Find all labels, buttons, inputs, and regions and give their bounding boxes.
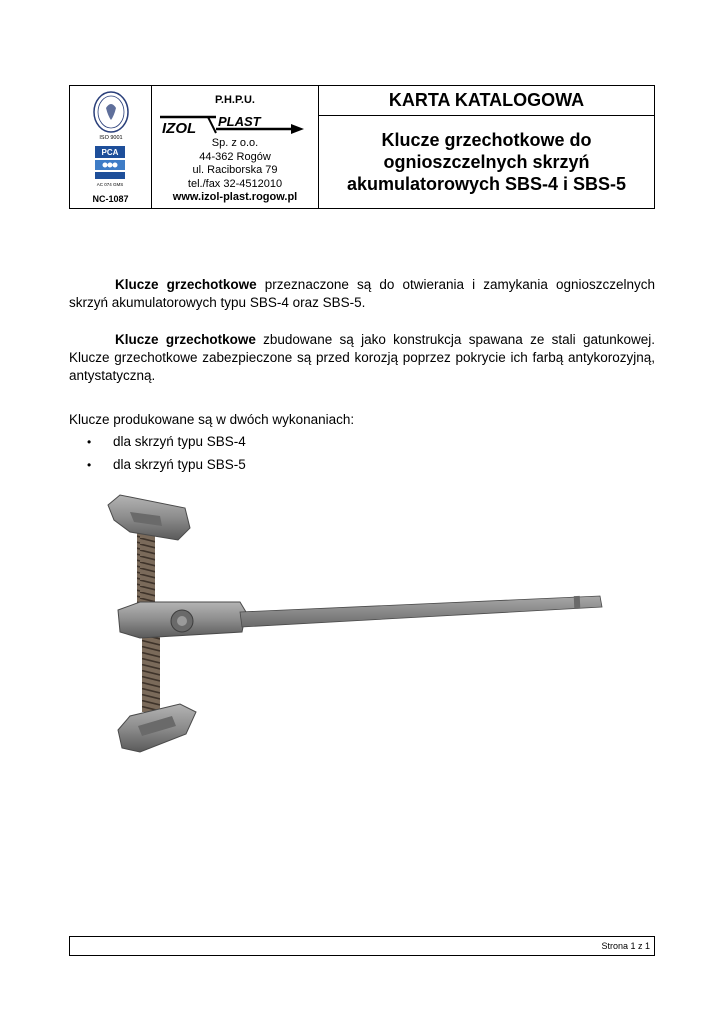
company-address bbox=[152, 137, 318, 205]
certification-column bbox=[70, 86, 152, 208]
website-link[interactable]: www.izol-plast.rogow.pl bbox=[172, 191, 298, 203]
document-title bbox=[319, 116, 654, 208]
badge-text: PCA bbox=[101, 148, 119, 157]
company-type: P.H.P.U. bbox=[215, 94, 255, 106]
company-column bbox=[152, 86, 319, 208]
paragraph-construction-text: zbudowane są jako konstrukcja spawana ze stali gatunkowej. Klucze grzechotkowe zabezpieczone są przed korozją poprzez pokrycie ich farbą antykorozyjną, antystatyczną. bbox=[69, 332, 656, 383]
logo-right-text: PLAST bbox=[218, 114, 261, 129]
list-item-text: dla skrzyń typu SBS-5 bbox=[113, 457, 246, 472]
postal-address: 44-362 Rogów bbox=[199, 150, 271, 163]
certificate-code: NC-1087 bbox=[92, 194, 129, 204]
badge-caption: AC 074 GMS bbox=[96, 182, 124, 187]
title-line-1: Klucze grzechotkowe do bbox=[381, 130, 592, 150]
page-footer bbox=[69, 936, 655, 956]
izol-plast-logo bbox=[158, 113, 308, 137]
variants-intro: Klucze produkowane są w dwóch wykonaniach: bbox=[69, 412, 355, 427]
title-column bbox=[319, 86, 654, 208]
catalog-header bbox=[69, 85, 655, 209]
document-type: KARTA KATALOGOWA bbox=[319, 86, 654, 116]
seal-caption: ISO 9001 bbox=[99, 135, 123, 141]
paragraph-construction bbox=[69, 331, 655, 385]
paragraph-purpose bbox=[69, 276, 655, 312]
list-item bbox=[69, 456, 655, 474]
variants-section bbox=[69, 411, 655, 479]
bullet-icon: • bbox=[87, 458, 92, 472]
paragraph-construction-bold: Klucze grzechotkowe bbox=[115, 332, 256, 347]
phone-number: tel./fax 32-4512010 bbox=[187, 177, 283, 190]
variants-list bbox=[69, 433, 655, 474]
street-address: ul. Raciborska 79 bbox=[192, 164, 278, 176]
handle-rod bbox=[240, 596, 602, 627]
lower-screw bbox=[142, 630, 160, 712]
paragraph-purpose-bold: Klucze grzechotkowe bbox=[115, 277, 257, 292]
list-item bbox=[69, 433, 655, 451]
upper-screw bbox=[137, 530, 155, 610]
bullet-icon: • bbox=[87, 435, 92, 449]
ratchet-wrench-photo bbox=[100, 490, 610, 760]
title-line-2: ognioszczelnych skrzyń bbox=[383, 152, 590, 172]
legal-form: Sp. z o.o. bbox=[211, 137, 259, 149]
logo-left-text: IZOL bbox=[162, 120, 197, 137]
list-item-text: dla skrzyń typu SBS-4 bbox=[113, 434, 246, 449]
pca-badge-icon bbox=[91, 144, 129, 194]
paragraph-purpose-text: przeznaczone są do otwierania i zamykania ognioszczelnych skrzyń akumulatorowych typu SBS-4 oraz SBS-5. bbox=[69, 277, 656, 310]
page-number: Strona 1 z 1 bbox=[601, 941, 650, 951]
iso-seal-icon bbox=[87, 90, 135, 142]
title-line-3: akumulatorowych SBS-4 i SBS-5 bbox=[346, 174, 627, 194]
